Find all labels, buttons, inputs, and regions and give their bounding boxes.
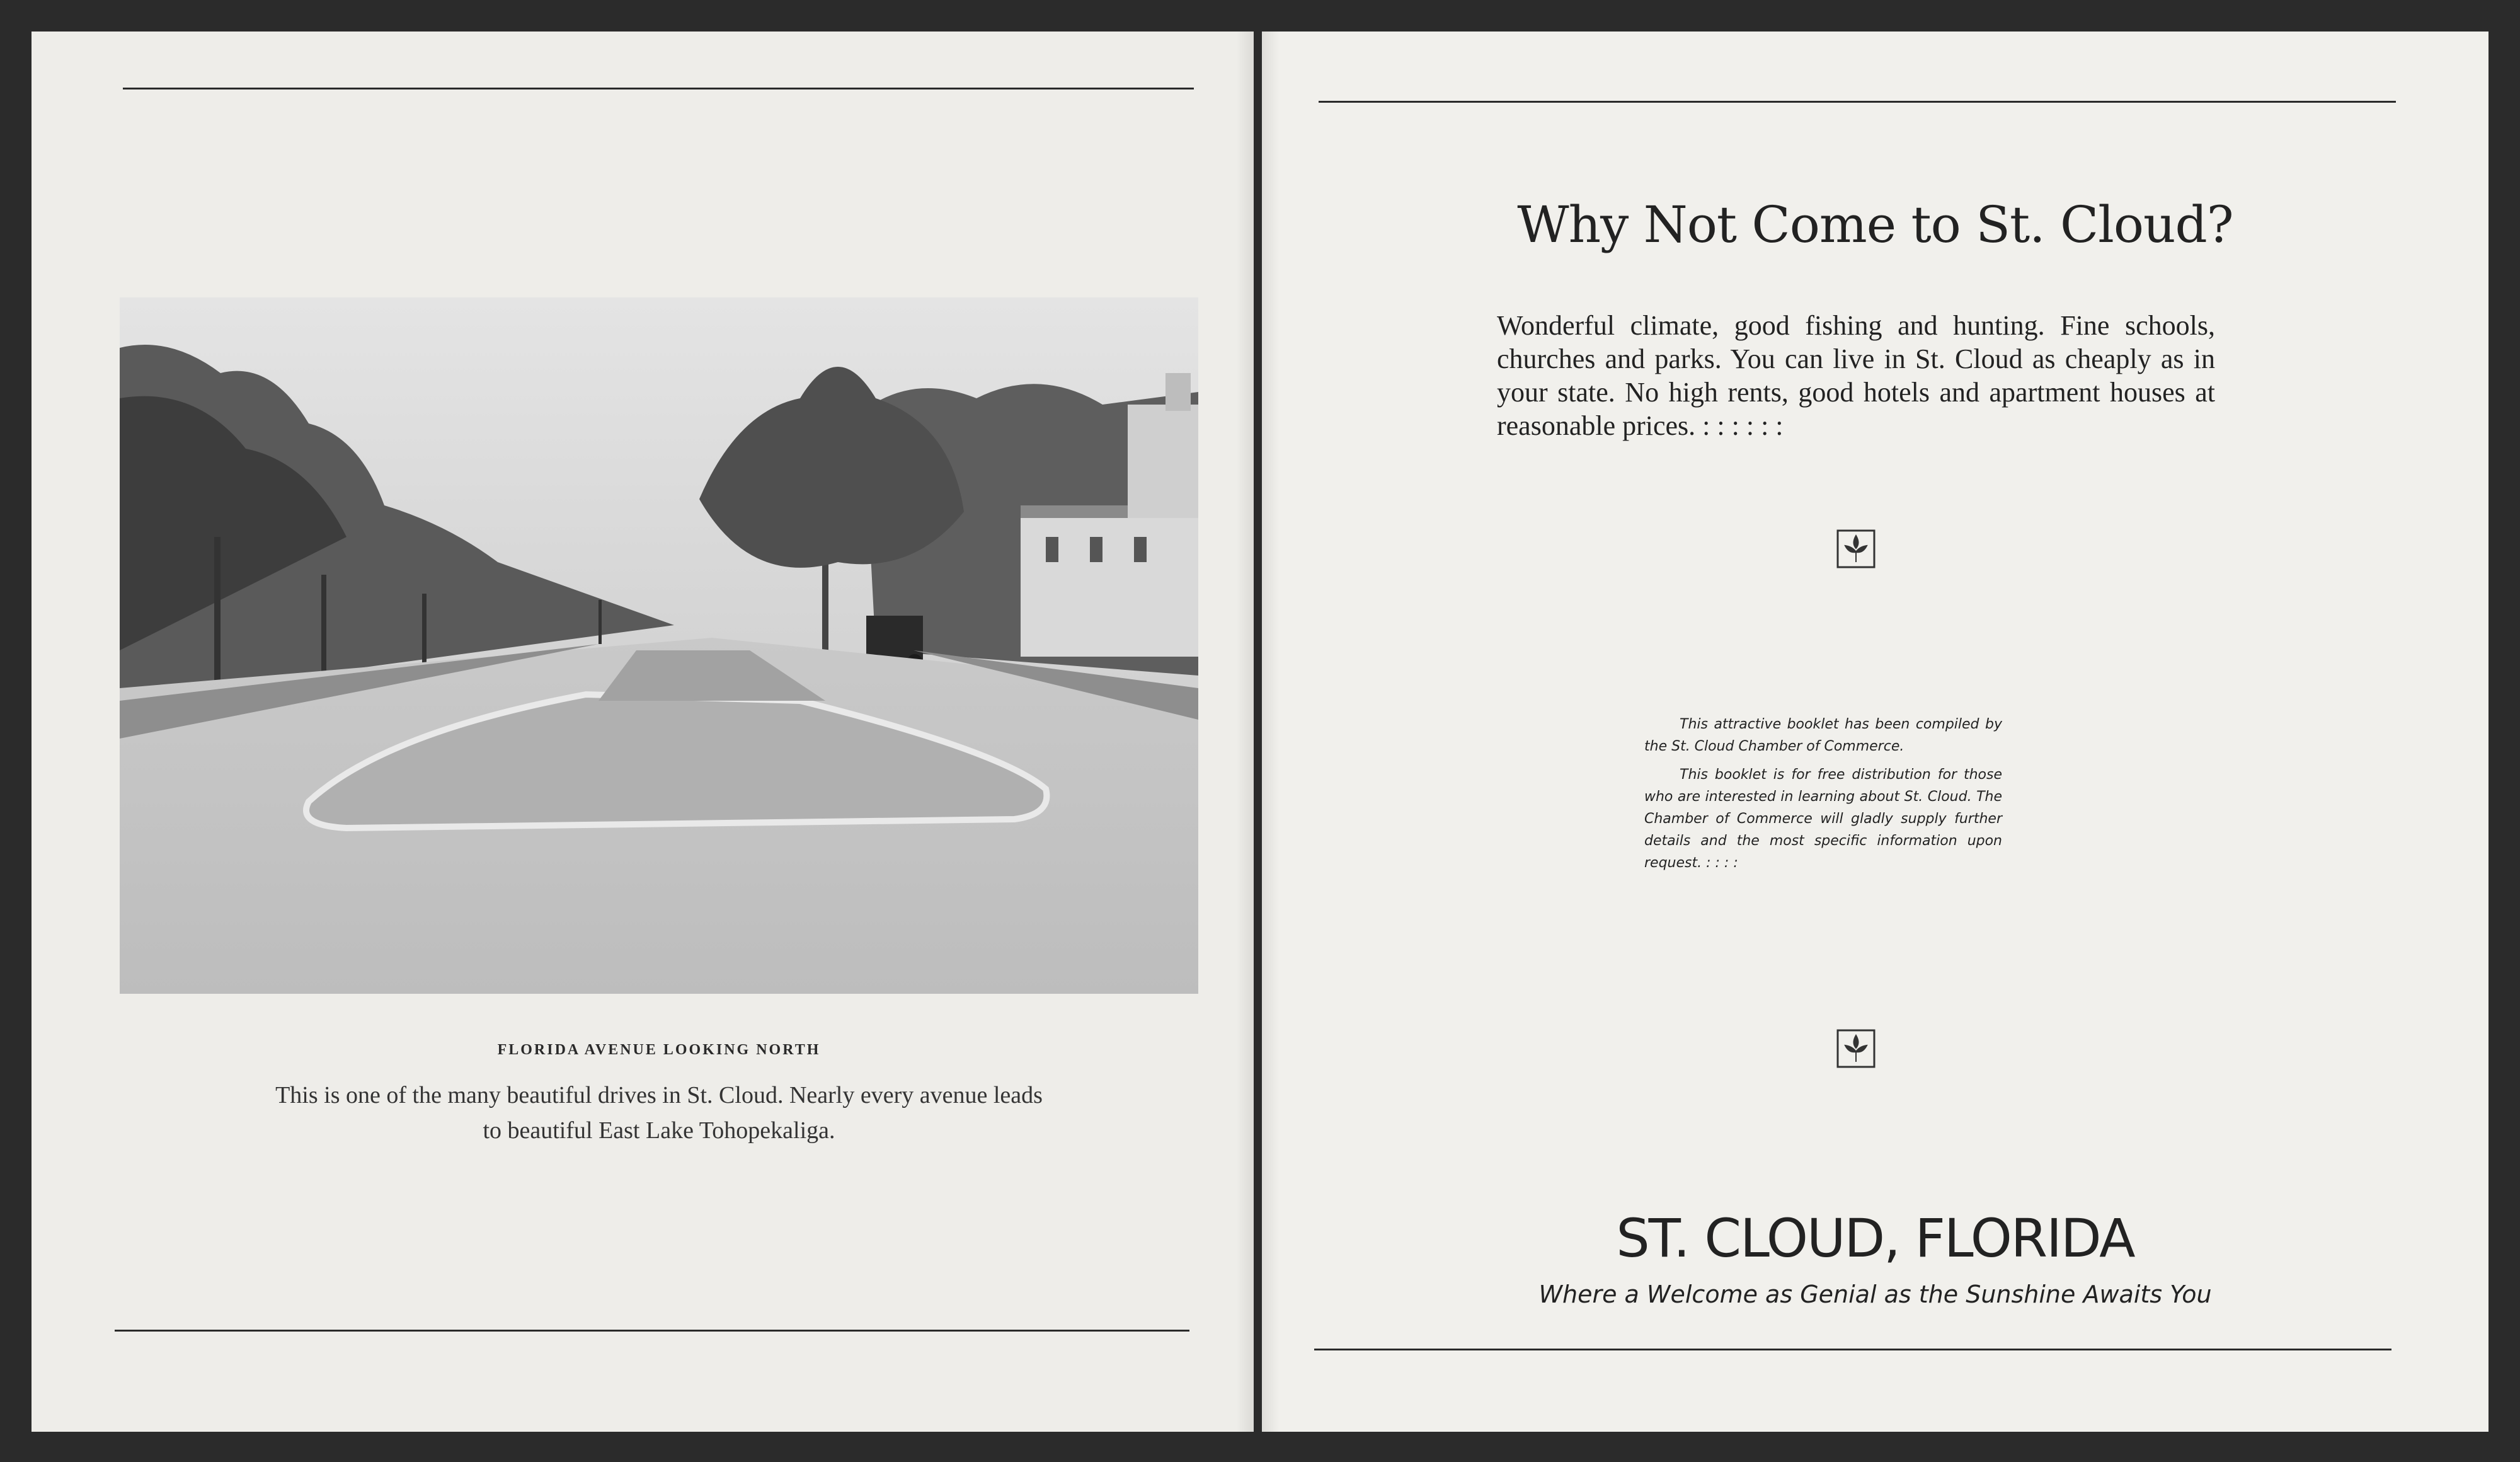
spine-shadow-left [1236,32,1254,1432]
floral-ornament-icon [1836,529,1876,568]
note-paragraph-2: This booklet is for free distribution for those who are interested in learning about St. Cloud. The Chamber of Commerce will gladly supply further details and the most specific information upon request. : : : : [1644,767,2002,871]
street-photo [120,297,1198,994]
bottom-rule-right [1314,1349,2391,1350]
floral-ornament-icon [1836,1029,1876,1068]
street-photo-illustration [120,297,1198,994]
booklet-note [1644,713,2002,880]
town-title: ST. CLOUD, FLORIDA [1616,1207,2134,1269]
intro-paragraph: Wonderful climate, good fishing and hunting. Fine schools, churches and parks. You can live in St. Cloud as cheaply as in your state. No high rents, good hotels and apartment houses at reasonable prices. : : : : : : [1497,310,2215,441]
tagline: Where a Welcome as Genial as the Sunshine Awaits You [1538,1281,2212,1308]
right-page [1262,32,2488,1432]
top-rule-right [1319,101,2396,103]
photo-description: This is one of the many beautiful drives in St. Cloud. Nearly every avenue leads to beautiful East Lake Tohopekaliga. [275,1082,1043,1144]
top-rule-left [123,88,1194,89]
headline: Why Not Come to St. Cloud? [1517,195,2233,254]
bottom-rule-left [115,1330,1189,1332]
note-paragraph-1: This attractive booklet has been compiled by the St. Cloud Chamber of Commerce. [1644,717,2002,754]
photo-caption: FLORIDA AVENUE LOOKING NORTH [497,1042,821,1058]
left-page [32,32,1254,1432]
